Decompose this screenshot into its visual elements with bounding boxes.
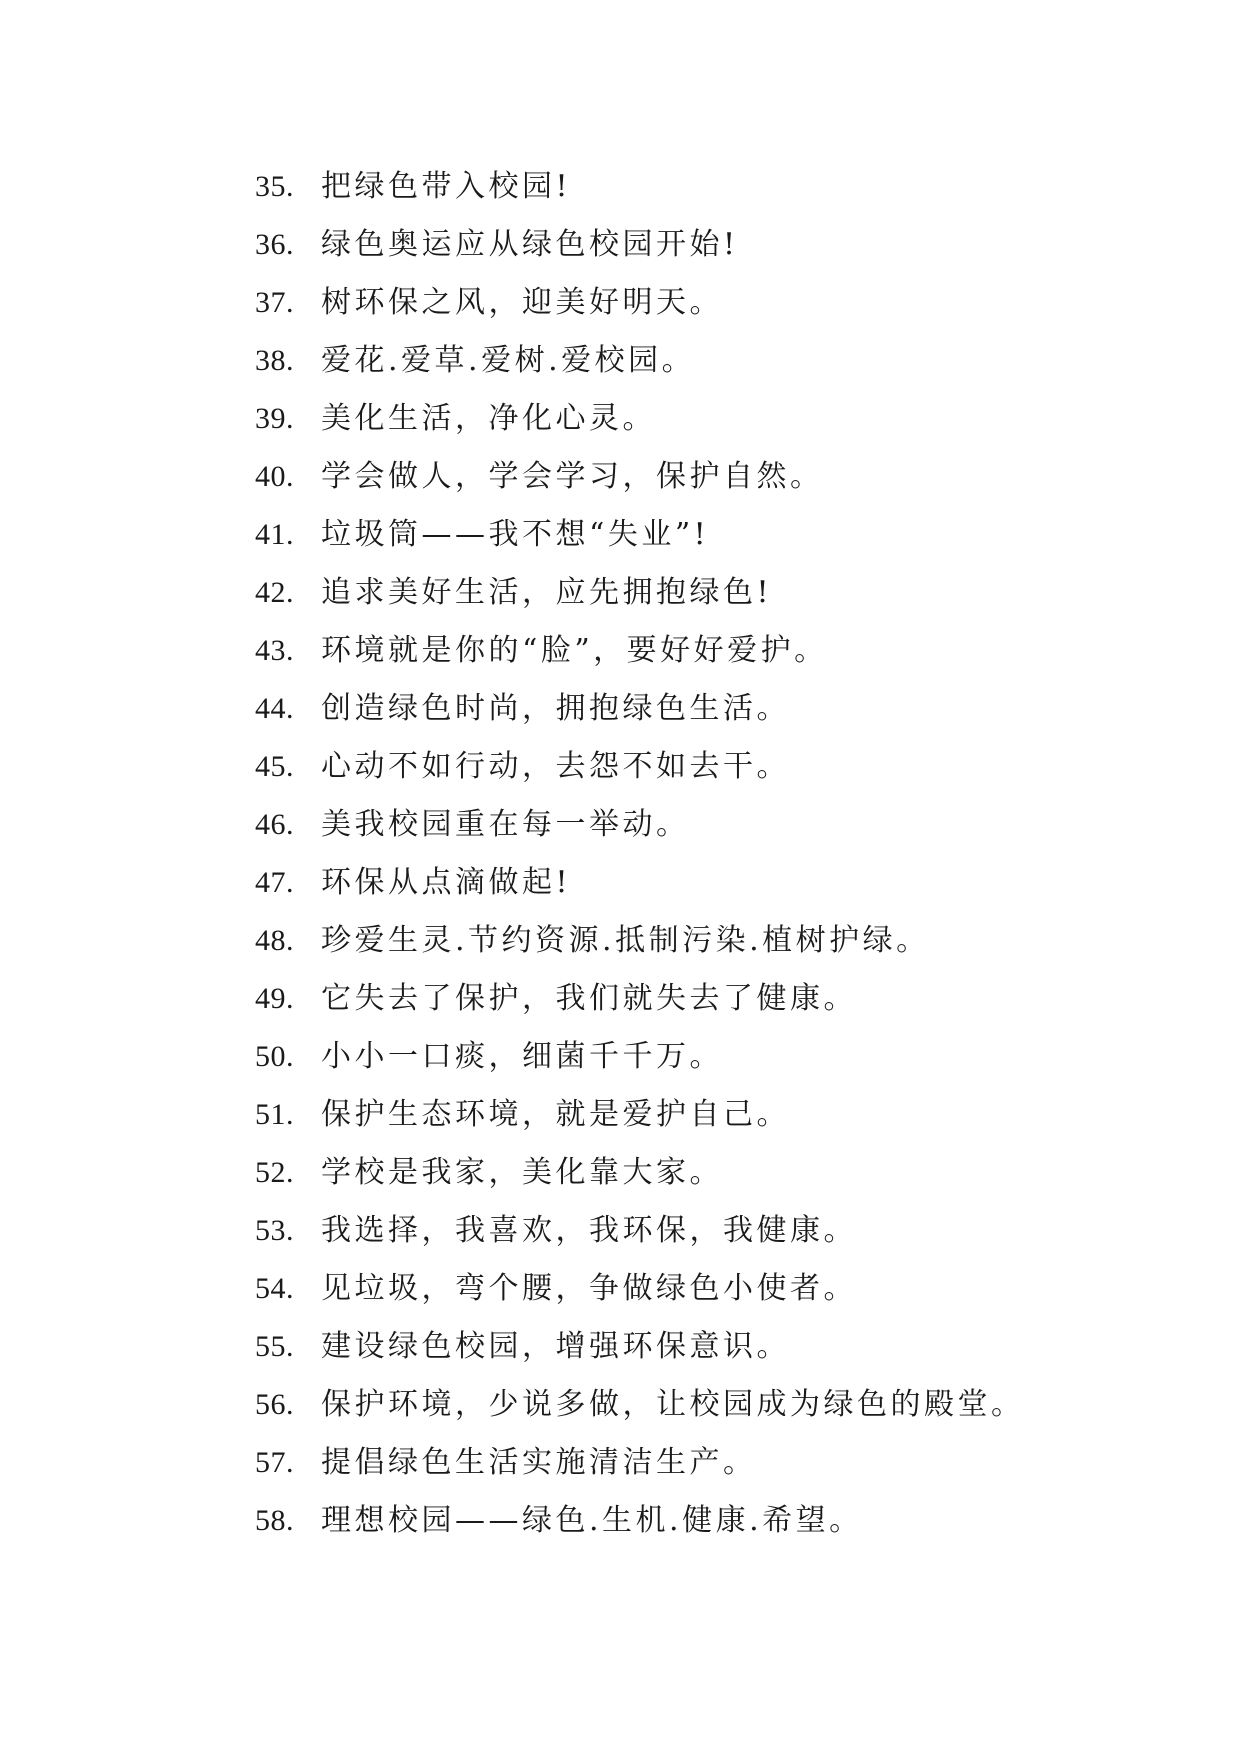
item-text: 美化生活，净化心灵。	[321, 401, 656, 436]
item-text: 保护生态环境，就是爱护自己。	[321, 1097, 790, 1132]
item-number: 37.	[255, 286, 294, 319]
item-text: 珍爱生灵.节约资源.抵制污染.植树护绿。	[321, 923, 930, 958]
item-number: 46.	[255, 808, 294, 841]
item-number: 50.	[255, 1040, 294, 1073]
item-number: 52.	[255, 1156, 294, 1189]
item-number: 42.	[255, 576, 294, 609]
item-number: 53.	[255, 1214, 294, 1247]
item-text: 绿色奥运应从绿色校园开始!	[321, 227, 739, 262]
list-item	[255, 1260, 1215, 1318]
item-text: 提倡绿色生活实施清洁生产。	[321, 1445, 757, 1480]
item-number: 55.	[255, 1330, 294, 1363]
list-item	[255, 680, 1215, 738]
item-number: 36.	[255, 228, 294, 261]
item-number: 45.	[255, 750, 294, 783]
item-text: 心动不如行动，去怨不如去干。	[321, 749, 790, 784]
item-text: 建设绿色校园，增强环保意识。	[321, 1329, 790, 1364]
item-number: 51.	[255, 1098, 294, 1131]
item-text: 理想校园——绿色.生机.健康.希望。	[321, 1503, 863, 1538]
item-text: 爱花.爱草.爱树.爱校园。	[321, 343, 696, 378]
item-number: 58.	[255, 1504, 294, 1537]
list-item	[255, 216, 1215, 274]
item-text: 美我校园重在每一举动。	[321, 807, 690, 842]
list-item	[255, 564, 1215, 622]
item-number: 57.	[255, 1446, 294, 1479]
item-text: 它失去了保护，我们就失去了健康。	[321, 981, 857, 1016]
item-text: 把绿色带入校园!	[321, 169, 572, 204]
slogan-list	[255, 158, 1215, 1550]
list-item	[255, 448, 1215, 506]
item-number: 35.	[255, 170, 294, 203]
list-item	[255, 912, 1215, 970]
item-number: 38.	[255, 344, 294, 377]
item-number: 56.	[255, 1388, 294, 1421]
list-item	[255, 738, 1215, 796]
list-item	[255, 1318, 1215, 1376]
item-number: 49.	[255, 982, 294, 1015]
list-item	[255, 1202, 1215, 1260]
list-item	[255, 274, 1215, 332]
list-item	[255, 1434, 1215, 1492]
item-number: 48.	[255, 924, 294, 957]
item-text: 我选择，我喜欢，我环保，我健康。	[321, 1213, 857, 1248]
item-text: 学校是我家，美化靠大家。	[321, 1155, 723, 1190]
item-text: 垃圾筒——我不想“失业”!	[321, 517, 710, 552]
item-text: 追求美好生活，应先拥抱绿色!	[321, 575, 773, 610]
list-item	[255, 332, 1215, 390]
list-item	[255, 1028, 1215, 1086]
list-item	[255, 1376, 1215, 1434]
item-text: 见垃圾，弯个腰，争做绿色小使者。	[321, 1271, 857, 1306]
list-item	[255, 970, 1215, 1028]
item-number: 47.	[255, 866, 294, 899]
item-text: 小小一口痰，细菌千千万。	[321, 1039, 723, 1074]
item-text: 环保从点滴做起!	[321, 865, 572, 900]
item-text: 学会做人，学会学习，保护自然。	[321, 459, 824, 494]
list-item	[255, 1144, 1215, 1202]
item-number: 41.	[255, 518, 294, 551]
item-text: 环境就是你的“脸”，要好好爱护。	[321, 633, 828, 668]
list-item	[255, 796, 1215, 854]
item-number: 39.	[255, 402, 294, 435]
list-item	[255, 854, 1215, 912]
item-number: 44.	[255, 692, 294, 725]
item-number: 43.	[255, 634, 294, 667]
list-item	[255, 1086, 1215, 1144]
list-item	[255, 1492, 1215, 1550]
item-number: 40.	[255, 460, 294, 493]
list-item	[255, 622, 1215, 680]
item-text: 保护环境，少说多做，让校园成为绿色的殿堂。	[321, 1387, 1025, 1422]
item-text: 树环保之风，迎美好明天。	[321, 285, 723, 320]
list-item	[255, 390, 1215, 448]
list-item	[255, 158, 1215, 216]
item-text: 创造绿色时尚，拥抱绿色生活。	[321, 691, 790, 726]
item-number: 54.	[255, 1272, 294, 1305]
list-item	[255, 506, 1215, 564]
